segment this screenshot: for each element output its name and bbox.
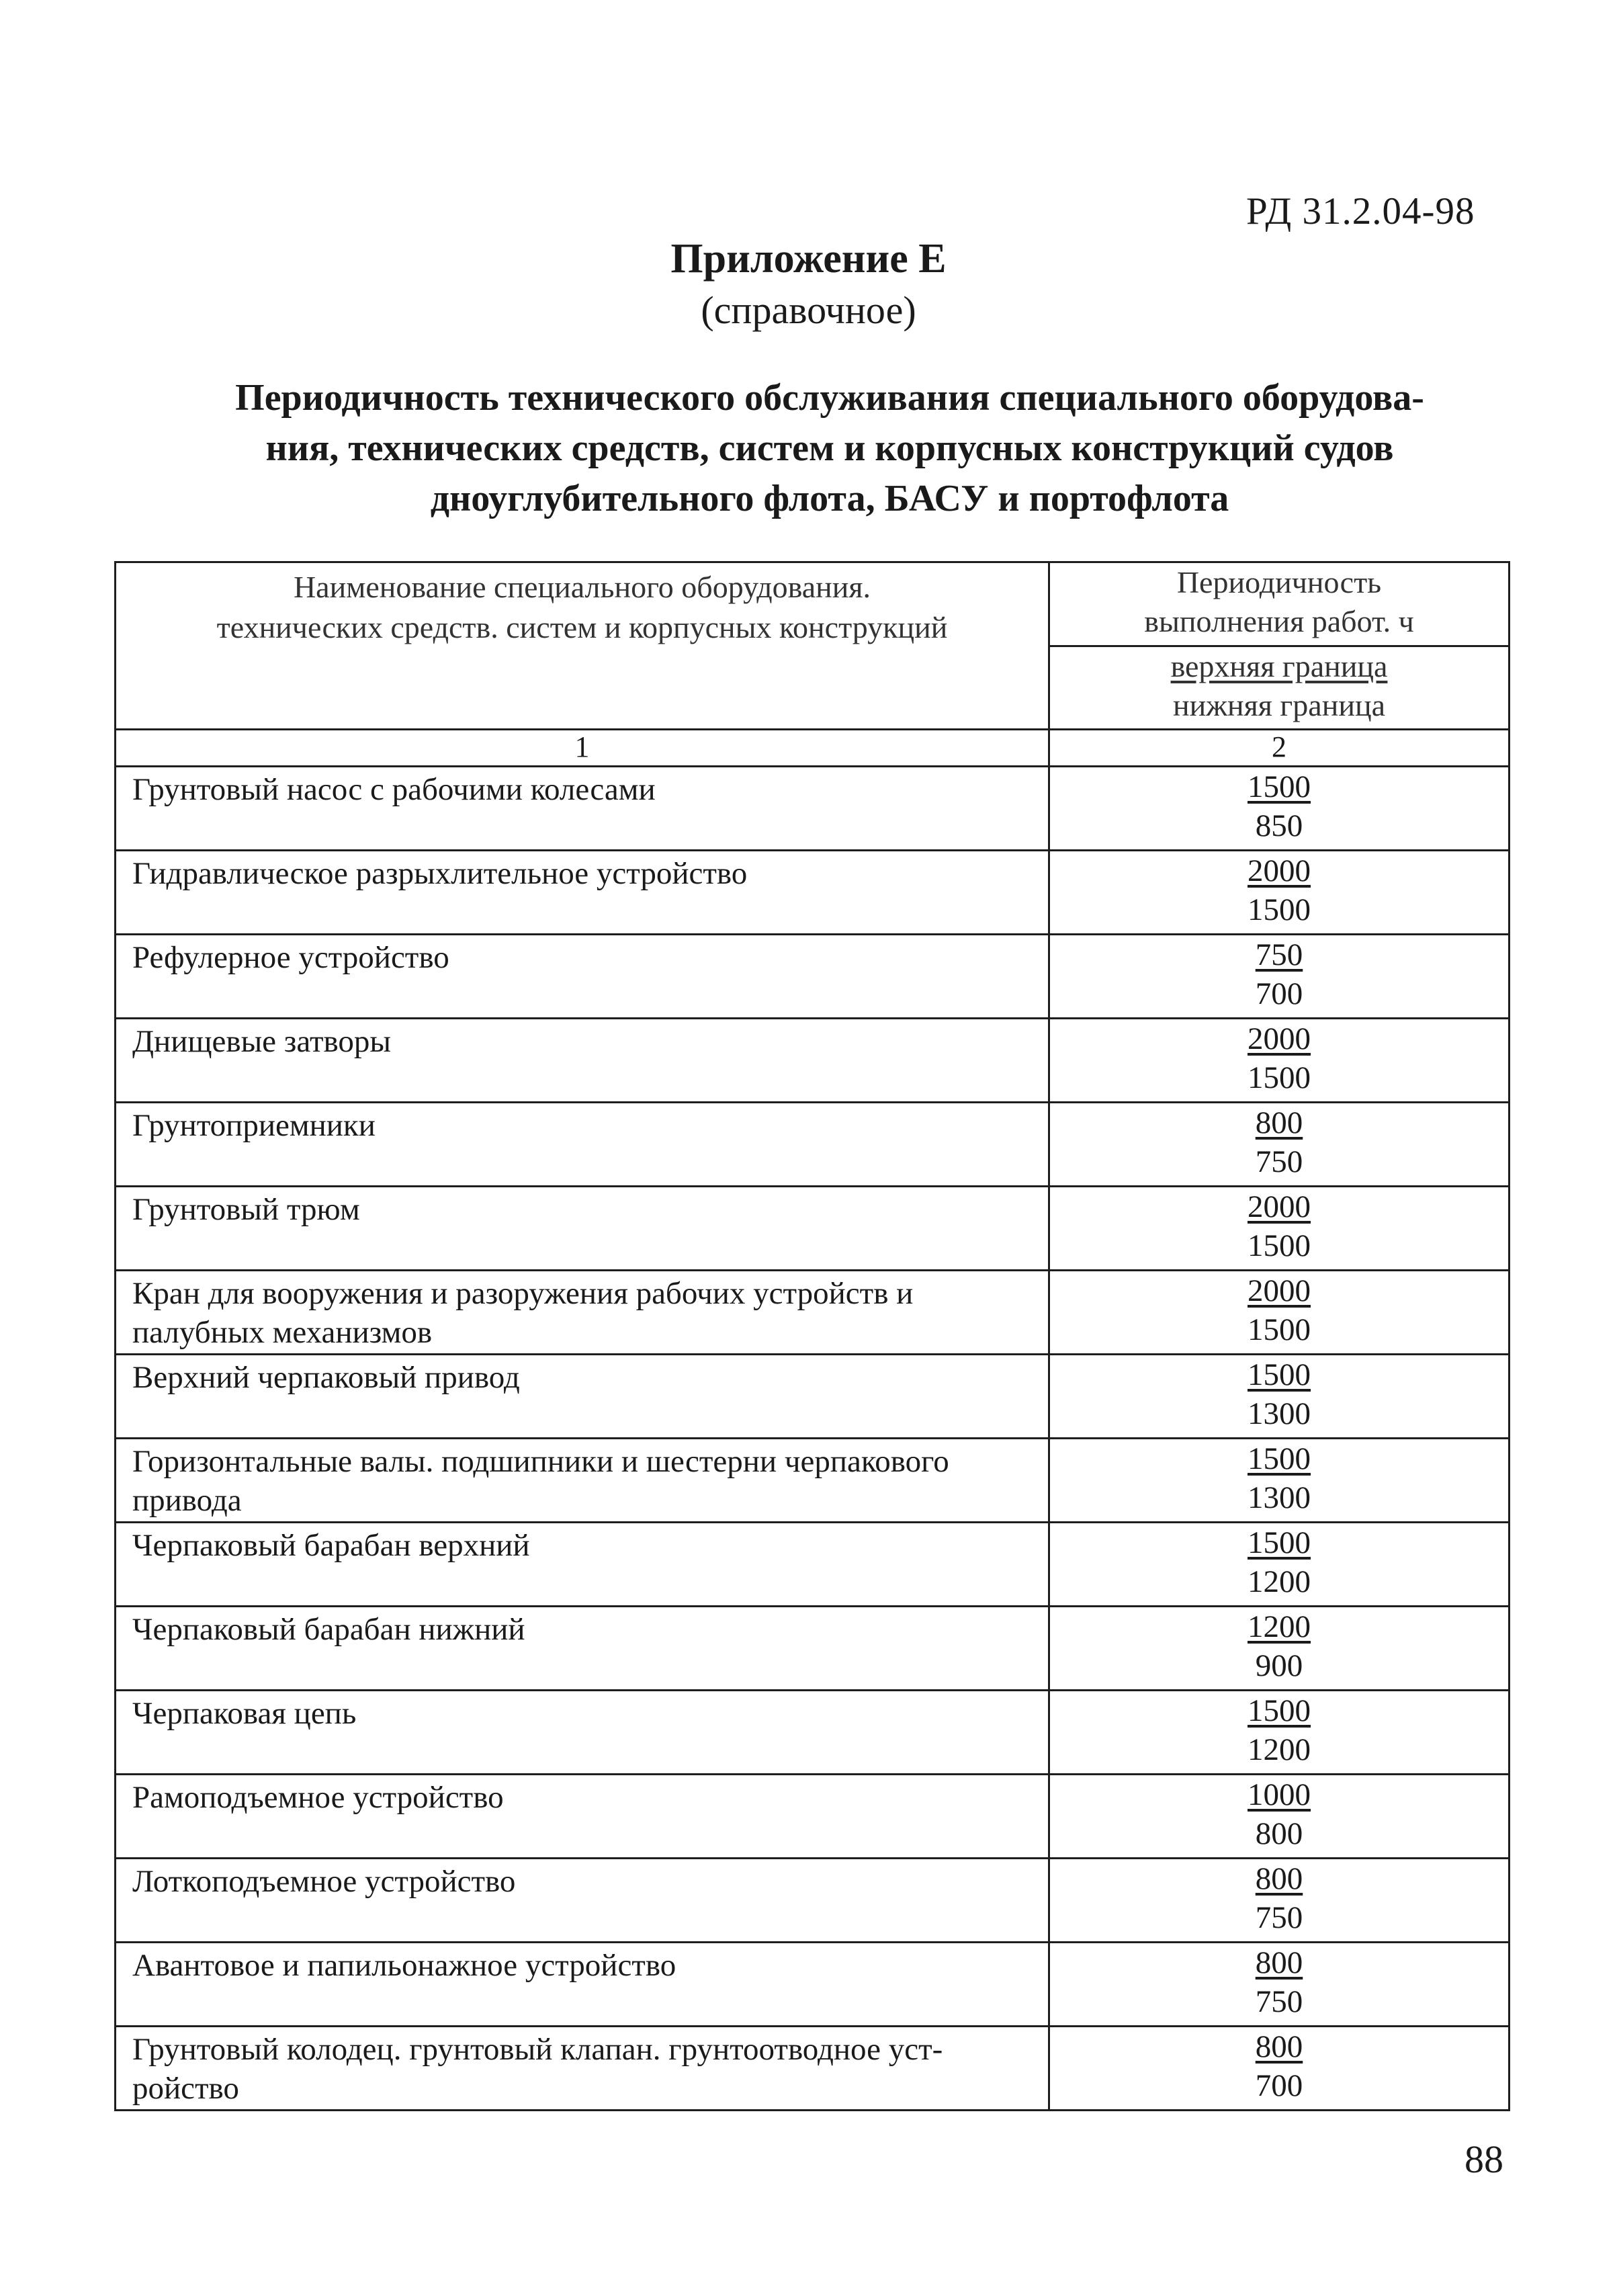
heading-line: ния, технических средств, систем и корпусных конструкций судов (265, 427, 1394, 469)
header-line: технических средств. систем и корпусных конструкций (216, 610, 948, 644)
column-number: 2 (1049, 730, 1510, 767)
table-row (116, 1019, 1510, 1103)
table-row (116, 1523, 1510, 1607)
upper-bound-value: 1500 (1248, 1441, 1311, 1476)
lower-bound-value: 1200 (1248, 1564, 1311, 1599)
upper-bound-value: 1500 (1248, 769, 1311, 804)
column-header-period (1049, 562, 1510, 646)
equipment-name: Грунтовый трюм (116, 1187, 1049, 1271)
equipment-name: Рамоподъемное устройство (116, 1775, 1049, 1859)
lower-bound-value: 700 (1255, 976, 1303, 1011)
period-values (1049, 1691, 1510, 1775)
upper-bound-value: 2000 (1248, 853, 1311, 888)
period-values (1049, 1943, 1510, 2027)
table-row (116, 1355, 1510, 1439)
upper-bound-label: верхняя граница (1170, 648, 1388, 683)
table-row (116, 1859, 1510, 1943)
period-values (1049, 1355, 1510, 1439)
period-values (1049, 1523, 1510, 1607)
equipment-name: Лоткоподъемное устройство (116, 1859, 1049, 1943)
equipment-name: Кран для вооружения и разоружения рабочих устройств и палубных механизмов (116, 1271, 1049, 1355)
lower-bound-label: нижняя граница (1172, 687, 1385, 722)
period-values (1049, 1103, 1510, 1187)
lower-bound-value: 750 (1255, 1900, 1303, 1935)
document-code: РД 31.2.04-98 (1246, 190, 1475, 232)
upper-bound-value: 1000 (1248, 1777, 1311, 1812)
period-values (1049, 1859, 1510, 1943)
period-values (1049, 1607, 1510, 1691)
header-line: выполнения работ. ч (1144, 604, 1414, 638)
header-line: Периодичность (1176, 565, 1382, 599)
period-values (1049, 1019, 1510, 1103)
page-number: 88 (1465, 2137, 1503, 2181)
equipment-name: Черпаковый барабан верхний (116, 1523, 1049, 1607)
equipment-name: Днищевые затворы (116, 1019, 1049, 1103)
equipment-name: Рефулерное устройство (116, 935, 1049, 1019)
period-values (1049, 1439, 1510, 1523)
upper-bound-value: 800 (1255, 1105, 1303, 1140)
lower-bound-value: 750 (1255, 1144, 1303, 1179)
table-row (116, 935, 1510, 1019)
period-values (1049, 1271, 1510, 1355)
upper-bound-value: 1500 (1248, 1357, 1311, 1392)
period-values (1049, 767, 1510, 851)
equipment-name: Грунтовый колодец. грунтовый клапан. грунтоотводное уст- ройство (116, 2027, 1049, 2111)
equipment-name: Гидравлическое разрыхлительное устройство (116, 851, 1049, 935)
equipment-name: Черпаковая цепь (116, 1691, 1049, 1775)
table-row (116, 1775, 1510, 1859)
header-row (116, 562, 1510, 646)
upper-bound-value: 1200 (1248, 1609, 1311, 1644)
lower-bound-value: 1300 (1248, 1480, 1311, 1515)
table-row (116, 1103, 1510, 1187)
lower-bound-value: 750 (1255, 1984, 1303, 2019)
lower-bound-value: 1500 (1248, 1228, 1311, 1263)
table-row (116, 1187, 1510, 1271)
lower-bound-value: 1500 (1248, 1312, 1311, 1347)
lower-bound-value: 850 (1255, 808, 1303, 843)
period-values (1049, 2027, 1510, 2111)
upper-bound-value: 2000 (1248, 1189, 1311, 1224)
upper-bound-value: 2000 (1248, 1021, 1311, 1056)
upper-bound-value: 800 (1255, 1945, 1303, 1980)
column-header-name (116, 562, 1049, 730)
lower-bound-value: 1200 (1248, 1732, 1311, 1767)
table-row (116, 1607, 1510, 1691)
upper-bound-value: 800 (1255, 2029, 1303, 2064)
lower-bound-value: 900 (1255, 1648, 1303, 1683)
column-number: 1 (116, 730, 1049, 767)
table-row (116, 1943, 1510, 2027)
equipment-name: Горизонтальные валы. подшипники и шестерни черпакового привода (116, 1439, 1049, 1523)
upper-bound-value: 800 (1255, 1861, 1303, 1896)
equipment-name: Черпаковый барабан нижний (116, 1607, 1049, 1691)
heading-line: Периодичность технического обслуживания специального оборудова- (235, 377, 1424, 419)
upper-bound-value: 1500 (1248, 1693, 1311, 1728)
column-subheader-bounds (1049, 646, 1510, 730)
table-row (116, 2027, 1510, 2111)
lower-bound-value: 1300 (1248, 1396, 1311, 1431)
upper-bound-value: 2000 (1248, 1273, 1311, 1308)
header-line: Наименование специального оборудования. (293, 570, 871, 604)
maintenance-table (114, 561, 1510, 2111)
lower-bound-value: 1500 (1248, 892, 1311, 927)
lower-bound-value: 1500 (1248, 1060, 1311, 1095)
period-values (1049, 1775, 1510, 1859)
appendix-title: Приложение Е (670, 236, 947, 282)
upper-bound-value: 750 (1255, 937, 1303, 972)
equipment-name: Верхний черпаковый привод (116, 1355, 1049, 1439)
column-number-row (116, 730, 1510, 767)
table-row (116, 1439, 1510, 1523)
lower-bound-value: 700 (1255, 2068, 1303, 2103)
equipment-name: Грунтовый насос с рабочими колесами (116, 767, 1049, 851)
table-row (116, 767, 1510, 851)
table-row (116, 1271, 1510, 1355)
equipment-name: Грунтоприемники (116, 1103, 1049, 1187)
equipment-name: Авантовое и папильонажное устройство (116, 1943, 1049, 2027)
appendix-subtitle: (справочное) (701, 288, 916, 332)
table-row (116, 1691, 1510, 1775)
upper-bound-value: 1500 (1248, 1525, 1311, 1560)
table-heading (195, 373, 1465, 524)
heading-line: дноуглубительного флота, БАСУ и портофлота (430, 478, 1229, 519)
lower-bound-value: 800 (1255, 1816, 1303, 1851)
period-values (1049, 851, 1510, 935)
period-values (1049, 935, 1510, 1019)
table-row (116, 851, 1510, 935)
period-values (1049, 1187, 1510, 1271)
